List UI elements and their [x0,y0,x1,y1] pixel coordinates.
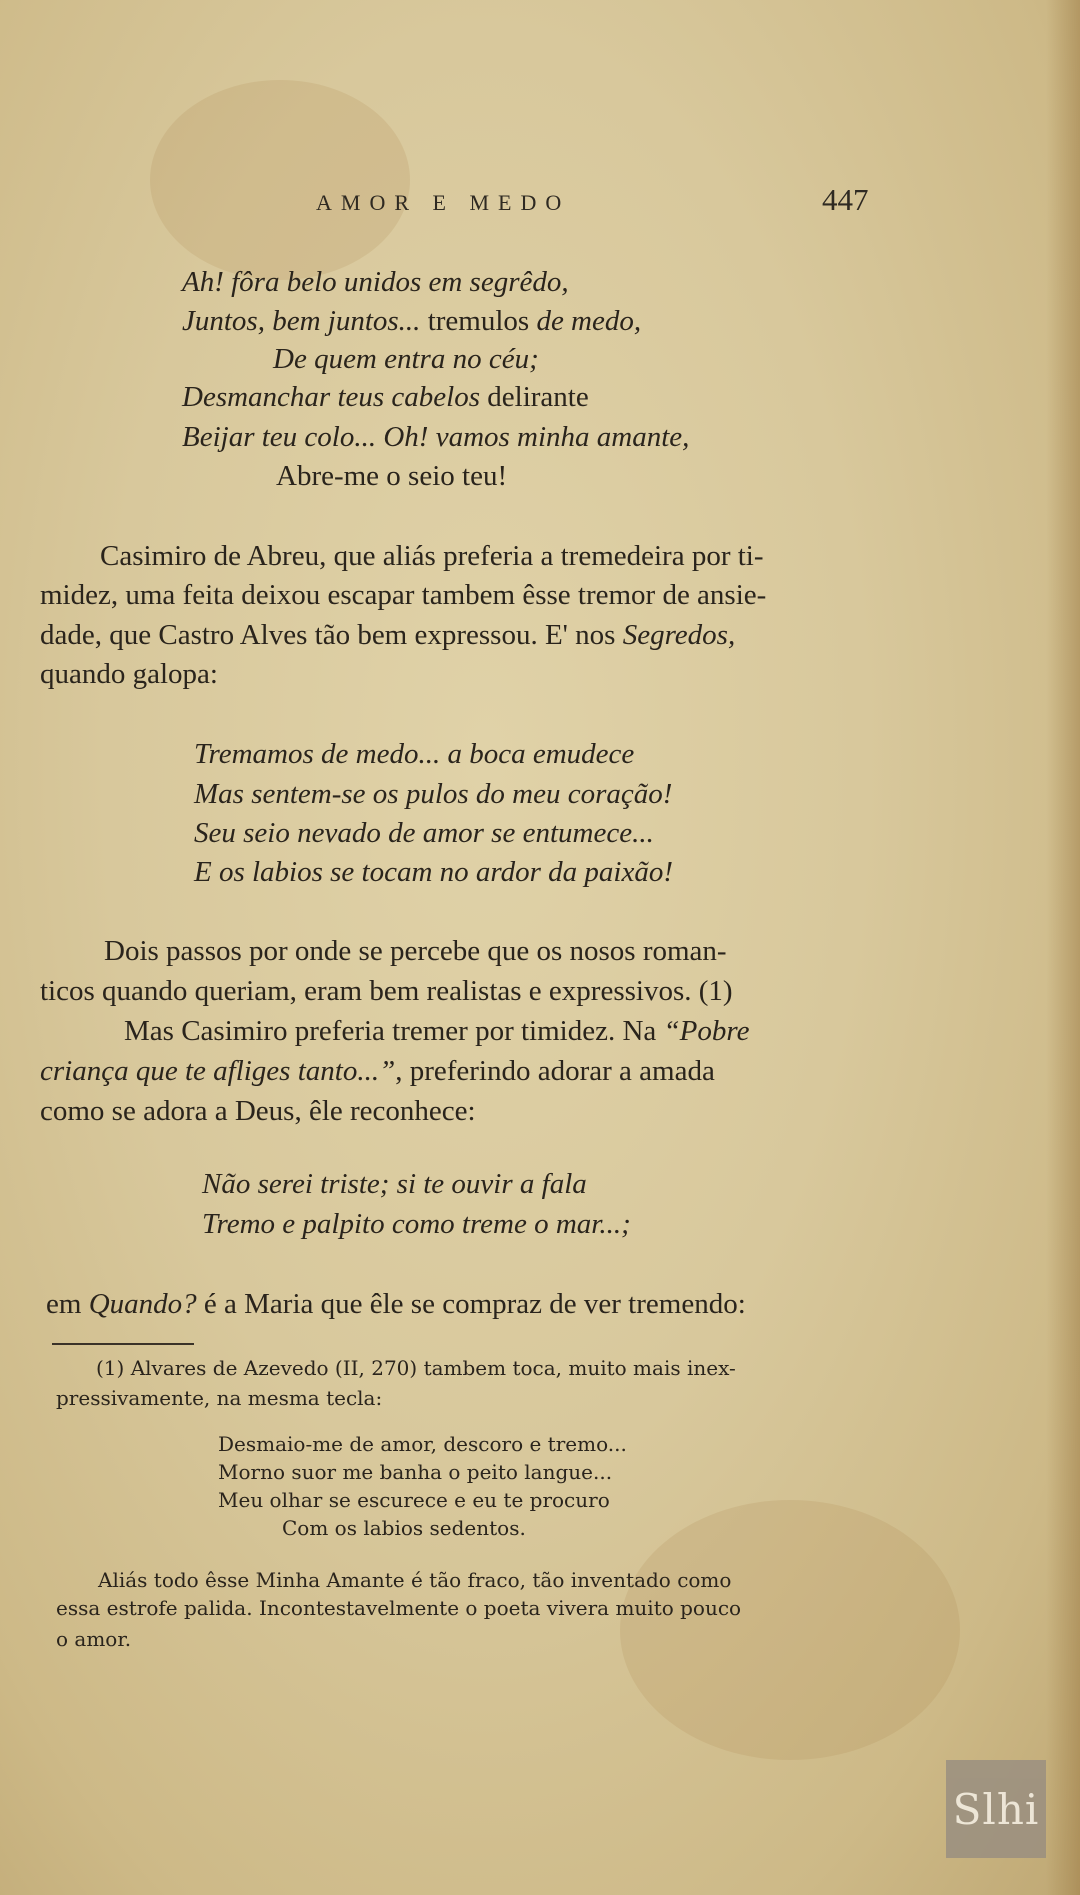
paragraph-line: ticos quando queriam, eram bem realistas e expressivos. (1) [40,975,733,1007]
paragraph-line: quando galopa: [40,658,218,690]
running-header: AMOR E MEDO [316,190,571,215]
poem-line: Juntos, bem juntos... tremulos de medo, [182,305,642,337]
poem-line: Seu seio nevado de amor se entumece... [194,817,654,849]
poem-line: Ah! fôra belo unidos em segrêdo, [182,266,569,298]
poem-line: Não serei triste; si te ouvir a fala [202,1168,587,1200]
footnote-verse-line: Desmaio-me de amor, descoro e tremo... [218,1432,627,1456]
library-watermark-logo: Slhi [946,1760,1046,1858]
paragraph-line: como se adora a Deus, êle reconhece: [40,1095,476,1127]
footnote-verse-line: Morno suor me banha o peito langue... [218,1460,613,1484]
paragraph-line: Casimiro de Abreu, que aliás preferia a tremedeira por ti- [100,540,764,572]
paragraph-line: midez, uma feita deixou escapar tambem êsse tremor de ansie- [40,579,767,611]
poem-line: Desmanchar teus cabelos delirante [182,381,589,413]
poem-line: E os labios se tocam no ardor da paixão! [194,856,674,888]
page-number: 447 [822,182,869,217]
paragraph-line: em Quando? é a Maria que êle se compraz de ver tremendo: [46,1288,746,1320]
footnote-closing-line: o amor. [56,1627,132,1651]
footnote-verse-line: Com os labios sedentos. [282,1516,526,1540]
poem-line: Mas sentem-se os pulos do meu coração! [194,778,673,810]
poem-line: Tremo e palpito como treme o mar...; [202,1208,631,1240]
poem-line: Beijar teu colo... Oh! vamos minha amante, [182,421,690,453]
paper-stain [150,80,410,280]
footnote-closing-line: essa estrofe palida. Incontestavelmente o poeta vivera muito pouco [56,1596,742,1620]
footnote-closing-line: Aliás todo êsse Minha Amante é tão fraco, tão inventado como [98,1568,732,1592]
paragraph-line: criança que te afliges tanto...”, preferindo adorar a amada [40,1055,715,1087]
paragraph-line: dade, que Castro Alves tão bem expressou. E' nos Segredos, [40,619,736,651]
footnote-verse-line: Meu olhar se escurece e eu te procuro [218,1488,610,1512]
footnote-rule [52,1343,194,1345]
paragraph-line: Dois passos por onde se percebe que os nosos roman- [104,935,727,967]
paragraph-line: Mas Casimiro preferia tremer por timidez. Na “Pobre [124,1015,750,1047]
page-edge-shadow [1046,0,1080,1895]
footnote-line: pressivamente, na mesma tecla: [56,1386,383,1410]
paper-stain [620,1500,960,1760]
footnote-line: (1) Alvares de Azevedo (II, 270) tambem toca, muito mais inex- [96,1356,736,1380]
poem-line: Tremamos de medo... a boca emudece [194,738,635,770]
poem-line: Abre-me o seio teu! [276,460,508,492]
poem-line: De quem entra no céu; [273,343,539,375]
